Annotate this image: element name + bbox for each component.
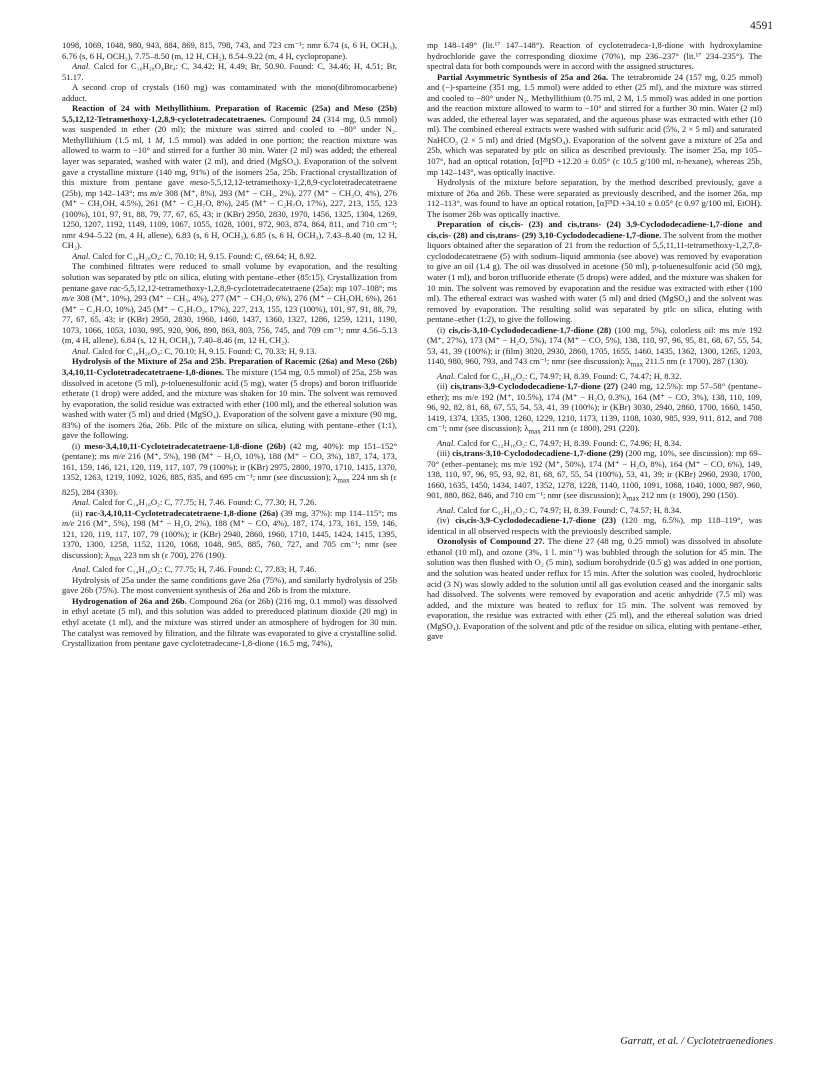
paragraph [62,497,397,508]
paragraph [62,261,397,345]
anal-label: Anal. [437,370,456,381]
right-column [427,40,762,1030]
paragraph: A second crop of crystals (160 mg) was contaminated with the mono(dibromocarbene) adduct. [62,82,397,103]
anal-label: Anal. [437,504,456,515]
paragraph [62,596,397,649]
text: The diene 27 (48 mg, 0.25 mmol) was dissolved in absolute ethanol (10 ml), and ozone (3%, 1 l. min⁻¹) was bubbled through the solution for 45 min. The solution was then flushed with O₂ (5 min), sodium borohydride (0.5 g) was added in one portion, and the solution was heated under reflux for 15 min. After the solution was cooled, hydrochloric acid (3 N) was slowly added to the solution until all gas evolution ceased and the inorganic salts had dissolved. The solvents were removed by evaporation and acetic anhydride (7.5 ml) was added, and the mixture was heated to reflux for 15 min. The solvent was removed by evaporation, the residue was extracted with ether (25 ml), and the ethereal solution was dried (MgSO₄). Evaporation of the solvent and ptlc of the residue on silica, eluting with pentane–ether, gave [427,536,762,642]
paragraph [427,438,762,449]
text: The mixture (154 mg, 0.5 mmol) of 25a, 25b was dissolved in acetone (5 ml), [62,366,397,388]
text: Calcd for C₁₂H₁₆O₂: C, 74.97; H, 8.39. Found: C, 74.96; H, 8.34. [455,437,682,448]
italic-text: m/e [62,518,75,529]
subscript: max [626,495,640,504]
text: 211.5 nm (ε 1700), 287 (130). [643,356,749,367]
text: (iv) [437,515,456,526]
text: (ii) [437,381,451,392]
text: The solvent from the mother liquors obtained after the separation of 21 from the reduction of 5,5,11,11-tetramethoxy-1,2,7,8-cyclododecatetraene (5) with sodium–liquid ammonia (see above) was removed by evaporation to give an oil (1.4 g). The oil was dissolved in acetone (50 ml), p-toluenesulfonic acid (50 mg), water (1 ml), and boron trifluoride etherate (5 drops) were added, and the mixture was shaken for 10 min. The solvent was removed by evaporation and the residue was extracted with ether (100 ml). The ethereal extract was washed with water (5 ml) and dried (MgSO₄) and the solvent was removed by evaporation. The resulting solid was separated by ptlc on silica, eluting with pentane–ether (1:2), to give the following. [427,229,762,325]
text: 223 nm sh (ε 700), 276 (190). [121,549,227,560]
text: Calcd for C₁₄H₁₆O₂: C, 77.75; H, 7.46. Found: C, 77.30; H, 7.26. [90,497,317,508]
section-heading: Ozonolysis of Compound 27. [437,536,545,547]
text: The combined filtrates were reduced to small volume by evaporation, and the resulting solution was separated by ptlc on silica, eluting with pentane–ether (85:15). Crystallization from pentane gave [62,261,397,293]
paragraph [427,219,762,324]
paragraph [62,356,397,440]
paragraph: mp 148–149° (lit.¹⁷ 147–148°). Reaction of cyclotetradeca-1,8-dione with hydroxylamine hydrochloride gave the corresponding dioxime (70%), mp 236–237° (lit.¹⁷ 234–235°). The spectral data for both compounds were in accord with the assigned structures. [427,40,762,72]
text: -5,5,12,12-tetramethoxy-1,2,8,9-cyclotetradecatetraene (25a): mp 107–108°; ms [120,282,397,293]
anal-label: Anal. [72,345,91,356]
compound-title: cis,cis-3,9-Cyclododecadiene-1,7-dione (23) [455,515,616,526]
paragraph [62,61,397,82]
paragraph [62,251,397,262]
compound-title: rac-3,4,10,11-Cyclotetradecatetraene-1,8-dione (26a) [85,507,279,518]
text: (ii) [72,507,86,518]
text: , 1.5 mmol) was added in one portion; the reaction mixture was allowed to warm to −10° and stirred for a further 30 min. Water (2 ml) was added; the ethereal layer was separated, washed with water (2 ml), and dried (MgSO₄). Evaporation of the solvent gave a crystalline mixture (140 mg, 91%) of the isomers 25a, 25b. Fractional crystallization of this mixture from pentane gave [62,134,397,188]
section-heading: Reaction of 24 with Methyllithium. Preparation of Racemic (25a) and Meso (25b) 5,5,12,12-Tetramethoxy-1,2,8,9-cyclotetradecatetraenes. [62,103,397,124]
anal-label: Anal. [72,564,91,575]
text: 224 nm sh (ε 825), 284 (330). [62,472,397,497]
compound-title: meso-3,4,10,11-Cyclotetradecatetraene-1,8-dione (26b) [84,440,286,451]
left-column [62,40,397,1030]
text: (120 mg, 6.5%), mp 118–119°, was identical in all observed respects with the previously described sample. [427,515,762,536]
paragraph [427,515,762,536]
text: (i) [72,440,85,451]
text: (100 mg, 5%), colorless oil: ms m/e 192 (M⁺, 27%), 173 (M⁺ − H₂O, 5%), 174 (M⁺ − CO, 5%), 138, 110, 97, 96, 95, 81, 68, 67, 55, 54, 53, 41, 39 (100%); ir (film) 3020, 2930, 2860, 1705, 1655, 1460, 1435, 1362, 1300, 1265, 1203, 1140, 980, 960, 793, and 743 cm⁻¹; nmr (see discussion); λ [427,324,762,367]
text: (240 mg, 12.5%): mp 57–58° (pentane–ether); ms m/e 192 (M⁺, 10.5%), 174 (M⁺ − H₂O, 0.3%), 164 (M⁺ − CO, 3%), 138, 110, 109, 96, 92, 82, 81, 68, 67, 55, 54, 53, 41, 39 (100%); ir (KBr) 3030, 2940, 2860, 1700, 1660, 1450, 1419, 1374, 1335, 1308, 1260, 1229, 1210, 1173, 1139, 1108, 1030, 985, 939, 911, 812, and 708 cm⁻¹; nmr (see discussion); λ [427,381,762,434]
italic-text: m/e [62,293,75,304]
paragraph [427,371,762,382]
paragraph: Hydrolysis of the mixture before separation, by the method described previously, gave a mixture of 26a and 26b. These were separated as previously described, and the isomer 26a, mp 112–113°, was found to have an optical rotation, [α]²⁵D +34.10 ± 0.05° (c 0.97 g/100 ml, EtOH). The isomer 26b was optically inactive. [427,177,762,219]
paragraph [427,325,762,371]
paragraph: Hydrolysis of 25a under the same conditions gave 26a (75%), and similarly hydrolysis of 25b gave 26b (75%). The most convenient synthesis of 26a and 26b is from the mixture. [62,574,397,596]
compound-title: cis,trans-3,10-Cyclododecadiene-1,7-dione (29) [452,448,624,459]
text: (iii) [437,448,453,459]
compound-title: cis,trans-3,9-Cyclododecadiene-1,7-dione (27) [450,381,618,392]
text: Calcd for C₁₈H₂₈O₄: C, 70.10; H, 9.15. Found: C, 70.33; H, 9.13. [90,345,317,356]
text: (i) [437,324,449,335]
paragraph [62,103,397,251]
italic-text: p [161,377,166,388]
paragraph: 1098, 1069, 1048, 980, 943, 884, 869, 815, 798, 743, and 723 cm⁻¹; nmr 6.74 (s, 6 H, OCH₃), 6.76 (s, 6 H, OCH₃), 7.75–8.50 (m, 12 H, CH₂), 8.54–9.22 (m, 4 H, cyclopropane). [62,40,397,61]
text: 211 nm (ε 1800), 291 (220). [540,423,640,434]
paragraph [62,441,397,497]
paragraph [62,346,397,357]
paragraph [427,381,762,437]
text: Calcd for C₁₆H₂₈O₄Br₄: C, 34.42; H, 4.49; Br, 50.90. Found: C, 34.46; H, 4.51; Br, 51.17. [62,61,397,82]
anal-label: Anal. [72,497,91,508]
text: (200 mg, 10%, see discussion): mp 69–70° (ether–pentane); ms m/e 192 (M⁺, 50%), 174 (M⁺ − H₂O, 8%), 164 (M⁺ − CO, 6%), 149, 138, 110, 97, 96, 95, 93, 92, 81, 68, 67, 55, 54 (100%), 53, 41, 39; ir (KBr) 2960, 2930, 1700, 1660, 1635, 1450, 1434, 1407, 1352, 1278, 1228, 1140, 1100, 1091, 1068, 1040, 1000, 987, 960, 901, 880, 862, 846, and 710 cm⁻¹; nmr (see discussion); λ [427,448,762,501]
paragraph [427,536,762,641]
italic-text: rac [109,282,121,293]
text: 212 nm (ε 1900), 290 (150). [639,490,739,501]
text: -toluenesulfonic acid (5 mg), water (5 drops) and boron trifluoride etherate (1 drop) were added, and the mixture was shaken for 10 min. The solvent was removed by evaporation, the solid residue was extracted with ether (100 ml), and the ethereal solution was washed with water (5 ml) and dried (MgSO₄). Evaporation of the solvent gave a mixture (90 mg, 83%) of the isomers 26a, 26b. Ptlc of the mixture on silica, eluting with pentane–ether (1:1), gave the following. [62,377,397,441]
text: Calcd for C₁₂H₁₆O₂: C, 74.97; H, 8.39. Found: C, 74.47; H, 8.32. [455,370,682,381]
paragraph [427,448,762,504]
subscript: max [630,361,644,370]
subscript: max [337,477,350,486]
anal-label: Anal. [437,437,456,448]
text: Compound [266,113,312,124]
italic-text: m/e [112,451,126,462]
subscript: max [109,554,122,563]
text: 308 (M⁺, 10%), 293 (M⁺ − CH₃, 4%), 277 (M⁺ − CH₃O, 6%), 276 (M⁺ − CH₃OH, 6%), 261 (M⁺ − C₂H₇O, 10%), 245 (M⁺ − C₂H₇O₂, 17%), 227, 213, 155, 123 (100%), 101, 97, 91, 88, 79, 77, 67, 65, 43; ir (KBr) 2950, 2830, 1960, 1460, 1437, 1360, 1327, 1286, 1259, 1211, 1190, 1073, 1066, 1053, 1030, 995, 920, 906, 890, 863, 803, 756, 745, and 709 cm⁻¹; nmr 4.56–5.13 (m, 4 H, allene), 6.84 (s, 12 H, OCH₃), 7.40–8.46 (m, 12 H, CH₂). [62,293,397,346]
section-heading: Preparation of cis,cis- (23) and cis,trans- (24) 3,9-Cyclododecadiene-1,7-dione and cis,cis- (28) and cis,trans- (29) 3,10-Cyclododecadiene-1,7-dione. [427,219,762,240]
running-footer: Garratt, et al. / Cyclotetraenediones [620,1036,773,1047]
text: Calcd for C₁₈H₂₈O₄: C, 70.10; H, 9.15. Found: C, 69.64; H, 8.92. [90,250,317,261]
section-heading: Hydrogenation of 26a and 26b. [72,595,187,606]
text: (39 mg, 37%): mp 114–115°; ms [278,507,397,518]
page-number: 4591 [750,20,773,32]
section-heading: Partial Asymmetric Synthesis of 25a and 26a. [437,71,609,82]
paragraph [427,505,762,516]
italic-text: meso [189,177,208,188]
text: -5,5,12,12-tetramethoxy-1,2,8,9-cyclotetradecatetraene (25b), mp 142–143°; ms [62,177,397,198]
text: 216 (M⁺, 5%), 198 (M⁺ − H₂O, 2%), 188 (M⁺ − CO, 4%), 187, 174, 173, 161, 159, 146, 121, 120, 119, 117, 107, 79 (100%); ir (KBr) 2940, 2860, 1960, 1710, 1445, 1424, 1415, 1395, 1370, 1300, 1258, 1152, 1120, 1068, 1048, 985, 885, 760, 727, and 705 cm⁻¹; nmr (see discussion); λ [62,518,397,560]
compound-title: cis,cis-3,10-Cyclododecadiene-1,7-dione (28) [448,324,612,335]
text: (42 mg, 40%): mp 151–152° (pentane); ms [62,440,397,462]
italic-text: m/e [150,187,163,198]
article-body [62,40,762,1030]
text: 308 (M⁺, 8%), 293 (M⁺ − CH₃, 2%), 277 (M⁺ − CH₃O, 4%), 276 (M⁺ − CH₃OH, 4.5%), 261 (M⁺ − C₂H₇O, 8%), 245 (M⁺ − C₂H₇O, 17%), 227, 213, 155, 123 (100%), 101, 97, 91, 88, 79, 77, 67, 65, 43; ir (KBr) 2950, 2830, 1970, 1456, 1325, 1304, 1269, 1250, 1207, 1192, 1149, 1109, 1067, 1055, 1028, 1001, 972, 903, 874, 864, 811, and 710 cm⁻¹; nmr 4.94–5.22 (m, 4 H, allene), 6.83 (s, 6 H, OCH₃), 6.85 (s, 6 H, OCH₃), 7.43–8.40 (m, 12 H, CH₂). [62,187,397,251]
text: Calcd for C₁₄H₁₆O₂: C, 77.75; H, 7.46. Found: C, 77.83; H, 7.46. [90,564,317,575]
anal-label: Anal. [72,250,91,261]
text: Compound 26a (or 26b) (216 mg, 0.1 mmol) was dissolved in ethyl acetate (5 ml), and this solution was added to prereduced platinum dioxide (20 mg) in ethyl acetate (1 ml), and the mixture was stirred under an atmosphere of hydrogen for 30 min. The catalyst was removed by filtration, and the filtrate was evaporated to give a crystalline solid. Crystallization from pentane gave cyclotetradecane-1,8-dione (16.5 mg, 74%), [62,595,397,649]
paragraph [62,508,397,564]
paragraph [62,564,397,575]
anal-label: Anal. [72,61,91,72]
text: The tetrabromide 24 (157 mg, 0.25 mmol) and (−)-sparteine (351 mg, 1.5 mmol) were added to ether (25 ml), and the mixture was stirred and cooled to −80° under N₂. Methyllithium (0.75 ml, 2 M, 1.5 mmol) was added in one portion and the reaction mixture allowed to warm to −10° and stirred for a further 30 min. Water (2 ml) was added, the ethereal layer was separated, and the aqueous phase was extracted with ether (10 ml). The combined ethereal extracts were washed with sulfuric acid (5%, 2 × 5 ml) and saturated NaHCO₃ (2 × 5 ml) and dried (MgSO₄). Evaporation of the solvent gave a mixture of 25a and 25b, which was separated by ptlc on silica as described previously. The isomer 25a, mp 105–107°, had an optical rotation, [α]²⁵D +12.20 ± 0.05° (c 10.5 g/100 ml, n-hexane), whereas 25b, mp 142–143°, was optically inactive. [427,71,762,177]
subscript: max [528,428,541,437]
italic-text: M [155,134,163,145]
text: (314 mg, 0.5 mmol) was suspended in ether (20 ml); the mixture was stirred and cooled to −80° under N₂. Methyllithium (1.5 ml, 1 [62,113,397,145]
text: 216 (M⁺, 5%), 198 (M⁺ − H₂O, 10%), 188 (M⁺ − CO, 3%), 187, 174, 173, 161, 159, 146, 121, 120, 119, 117, 107, 79 (100%); ir (KBr) 2975, 2800, 1970, 1710, 1415, 1370, 1352, 1263, 1219, 1092, 1026, 885, 835, and 695 cm⁻¹; nmr (see discussion); λ [62,451,397,483]
text: Calcd for C₁₂H₁₆O₂: C, 74.97; H, 8.39. Found: C, 74.57; H, 8.34. [455,504,682,515]
section-heading: Hydrolysis of the Mixture of 25a and 25b. Preparation of Racemic (26a) and Meso (26b) 3,4,10,11-Cyclotetradecatetraene-1,8-diones. [62,356,397,377]
compound-number: 24 [311,113,321,124]
paragraph [427,72,762,177]
